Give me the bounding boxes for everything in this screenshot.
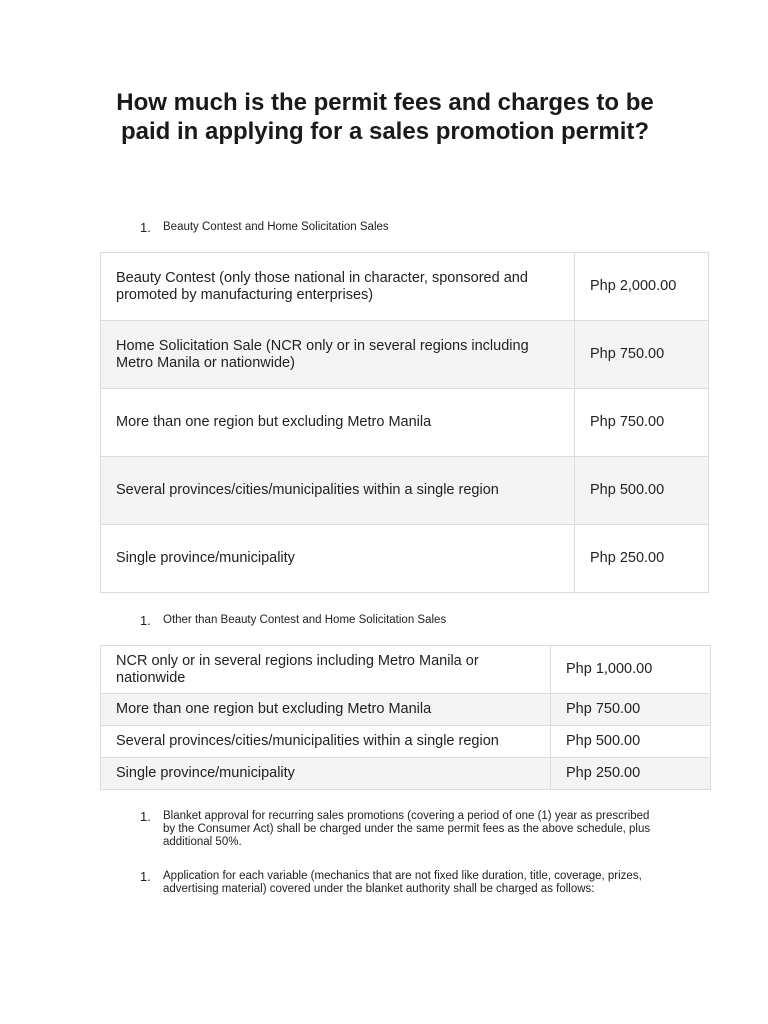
table-cell-fee: Php 750.00 [551,694,711,726]
table-cell-description: Single province/municipality [101,525,575,593]
table-row [101,726,711,758]
table-cell-description: Home Solicitation Sale (NCR only or in several regions including Metro Manila or nationwide) [101,321,575,389]
table-cell-fee: Php 500.00 [575,457,709,525]
table-cell-description: Single province/municipality [101,758,551,790]
table-cell-description: NCR only or in several regions including Metro Manila or nationwide [101,646,551,694]
table-cell-description: Several provinces/cities/municipalities within a single region [101,726,551,758]
section-heading-text: Beauty Contest and Home Solicitation Sales [163,221,389,233]
table-row [101,525,709,593]
note-text: Blanket approval for recurring sales promotions (covering a period of one (1) year as prescribed by the Consumer Act) shall be charged under the same permit fees as the above schedule, plus additional 50%. [163,810,651,848]
section-heading [140,614,660,627]
page-title: How much is the permit fees and charges to be paid in applying for a sales promotion permit? [116,89,654,145]
table-row [101,457,709,525]
section-heading [140,221,660,234]
fees-table-other [100,645,711,790]
note-item [140,870,660,896]
table-row [101,646,711,694]
table-cell-description: Several provinces/cities/municipalities within a single region [101,457,575,525]
table-row [101,694,711,726]
section-heading-text: Other than Beauty Contest and Home Solicitation Sales [163,614,447,626]
table-cell-fee: Php 500.00 [551,726,711,758]
table-cell-description: More than one region but excluding Metro Manila [101,389,575,457]
table-cell-fee: Php 1,000.00 [551,646,711,694]
table-cell-fee: Php 750.00 [575,321,709,389]
table-cell-fee: Php 250.00 [575,525,709,593]
table-cell-fee: Php 750.00 [575,389,709,457]
list-number: 1. [140,869,151,884]
list-number: 1. [140,220,151,235]
table-cell-fee: Php 2,000.00 [575,253,709,321]
table-cell-fee: Php 250.00 [551,758,711,790]
table-cell-description: Beauty Contest (only those national in character, sponsored and promoted by manufacturing enterprises) [101,253,575,321]
table-cell-description: More than one region but excluding Metro Manila [101,694,551,726]
table-row [101,321,709,389]
list-number: 1. [140,809,151,824]
table-row [101,253,709,321]
table-row [101,389,709,457]
table-row [101,758,711,790]
note-text: Application for each variable (mechanics that are not fixed like duration, title, coverage, prizes, advertising material) covered under the blanket authority shall be charged as follows: [163,870,642,895]
note-item [140,810,660,849]
list-number: 1. [140,613,151,628]
fees-table-beauty-home [100,252,709,593]
